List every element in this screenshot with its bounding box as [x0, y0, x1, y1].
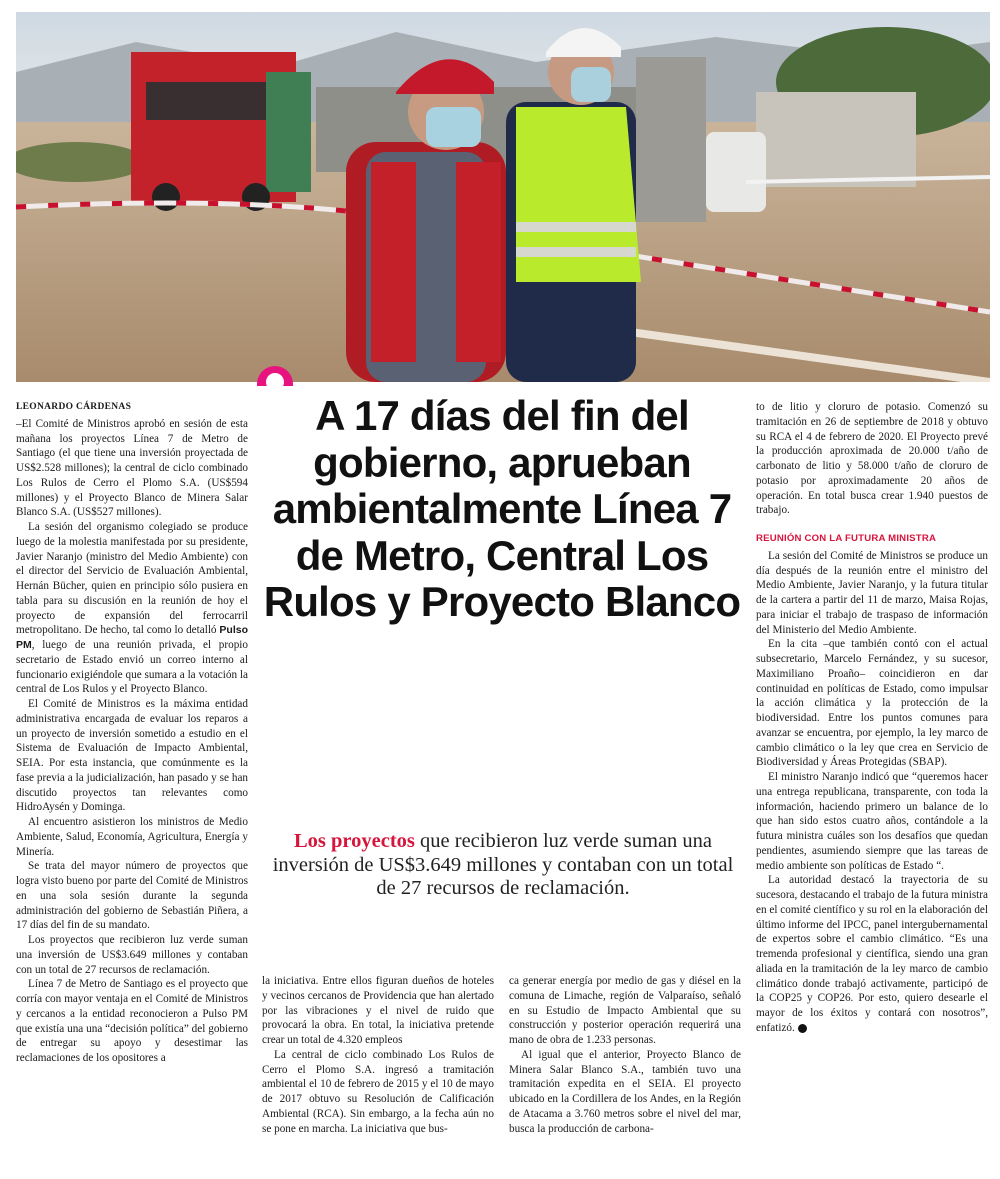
paragraph: El ministro Naranjo indicó que “queremos hacer una entrega republicana, transparente, con toda la información, haciendo primero un balance de lo que han sido estos cuatro años, contándole a la futura ministra cuáles son los desafíos que quedan pendientes, asumiendo siempre que las tareas de medio ambiente son políticas de Estado “.: [756, 771, 988, 872]
column-4: [756, 400, 988, 1036]
paragraph: –El Comité de Ministros aprobó en sesión de esta mañana los proyectos Línea 7 de Metro de Santiago (el que tiene una inversión proyectada de US$2.528 millones); la central de ciclo combinado Los Rulos de Cerro el Plomo S.A. (US$594 millones) y el Proyecto Blanco de Minera Salar Blanco S.A. (US$527 millones).: [16, 417, 248, 519]
paragraph: la iniciativa. Entre ellos figuran dueños de hoteles y vecinos cercanos de Providencia que han alertado por las vibraciones y el nivel de ruido que provocará la obra. En total, la iniciativa pretende crear un total de 4.320 empleos: [262, 975, 494, 1046]
column-2: [262, 974, 494, 1136]
paragraph: Al igual que el anterior, Proyecto Blanco de Minera Salar Blanco S.A., también tuvo una tramitación expedita en el SEIA. El proyecto ubicado en la Cordillera de los Andes, en la Región de Atacama a 3.760 metros sobre el nivel del mar, busca la producción de carbona-: [509, 1048, 741, 1135]
paragraph: Al encuentro asistieron los ministros de Medio Ambiente, Salud, Economía, Agricultura, Energía y Minería.: [16, 816, 248, 858]
paragraph: La sesión del organismo colegiado se produce luego de la molestia manifestada por su presidente, Javier Naranjo (ministro del Medio Ambiente) con el director del Servicio de Evaluación Ambiental, Hernán Bücher, quien en principio sólo pusiera en tabla para su discusión en la reunión de hoy el proyecto de expansión del ferrocarril metropolitano. De hecho, tal como lo detalló Pulso PM, luego de una reunión privada, el propio secretario de Estado envió un correo interno al funcionario exigiéndole que sumara a la votación la central de Los Rulos y el Proyecto Blanco.: [16, 521, 248, 696]
headline: A 17 días del fin del gobierno, aprueban ambientalmente Línea 7 de Metro, Central Los Rulos y Proyecto Blanco: [263, 392, 741, 625]
paragraph: La autoridad destacó la trayectoria de su sucesora, destacando el trabajo de la futura ministra en el comité científico y su rol en la elaboración del último informe del IPCC, panel intergubernamental de expertos sobre el cambio climático. “Es una tremenda profesional y científica, siendo una gran aliada en la tramitación de la ley marco de cambio climático donde trabajó activamente, participó de la COP25 y COP26. Por esto, quiero desearle el mayor de los éxitos y contará con nosotros”, enfatizó. P: [756, 874, 988, 1034]
paragraph: En la cita –que también contó con el actual subsecretario, Marcelo Fernández, y su sucesor, Maximiliano Proaño– coincidieron en dar continuidad en políticas de Estado, como impulsar la acción climática y la protección de la biodiversidad. Entre los puntos comunes para avanzar se encuentra, por ejemplo, la ley marco de cambio climático o la ley que crea en Servicio de Biodiversidad y Áreas Protegidas (SBAP).: [756, 638, 988, 769]
paragraph: ca generar energía por medio de gas y diésel en la comuna de Limache, región de Valparaíso, señaló en su Estudio de Impacto Ambiental que su construcción y posterior operación requerirá una mano de obra de 1.233 personas.: [509, 975, 741, 1046]
column-1: [16, 400, 248, 1066]
pull-quote-highlight: Los proyectos: [293, 830, 415, 852]
paragraph: El Comité de Ministros es la máxima entidad administrativa encargada de evaluar los reparos a un proyecto de inversión sometido a estudio en el Sistema de Evaluación de Impacto Ambiental, SEIA. Por esta instancia, que comúnmente es la fase previa a la judicialización, han pasado y se han discutido proyectos tan relevantes como HidroAysén y Dominga.: [16, 698, 248, 814]
paragraph: to de litio y cloruro de potasio. Comenzó su tramitación en 26 de septiembre de 2018 y obtuvo su RCA el 4 de febrero de 2020. El Proyecto prevé la producción aproximada de 20.000 t/año de carbonato de litio y 58.000 t/año de cloruro de potasio por aproximadamente 20 años de operación. En total busca crear 1.940 puestos de trabajo.: [756, 401, 988, 517]
hero-photo: [16, 12, 990, 382]
column-3: [509, 974, 741, 1136]
paragraph: La sesión del Comité de Ministros se produce un día después de la reunión entre el ministro del Medio Ambiente, Javier Naranjo, y la futura titular de la cartera a partir del 11 de marzo, Maisa Rojas, para iniciar el trabajo de traspaso de información del Ministerio del Medio Ambiente.: [756, 549, 988, 636]
pull-quote: [268, 830, 738, 901]
brand-mention: Pulso PM: [16, 624, 248, 651]
paragraph: Los proyectos que recibieron luz verde suman una inversión de US$3.649 millones y contaban con un total de 27 recursos de reclamación.: [16, 934, 248, 976]
paragraph: Línea 7 de Metro de Santiago es el proyecto que corría con mayor ventaja en el Comité de Ministros y cercanos a la entidad reconocieron a Pulso PM que existía una una “decisión política” del gobierno de entregar su apoyo y desestimar las reclamaciones de los opositores a: [16, 978, 248, 1064]
byline: LEONARDO CÁRDENAS: [16, 402, 132, 412]
paragraph: Se trata del mayor número de proyectos que logra visto bueno por parte del Comité de Ministros en una sola sesión durante la segunda administración del gobierno de Sebastián Piñera, a 17 días del fin de su mandato.: [16, 860, 248, 932]
subhead: REUNIÓN CON LA FUTURA MINISTRA: [756, 533, 937, 544]
pull-quote-text: que recibieron luz verde suman una inversión de US$3.649 millones y contaban con un total de 27 recursos de reclamación.: [272, 830, 734, 899]
end-mark-icon: P: [798, 1024, 807, 1033]
paragraph: La central de ciclo combinado Los Rulos de Cerro el Plomo S.A. ingresó a tramitación ambiental el 10 de febrero de 2015 y el 10 de mayo de 2017 obtuvo su Resolución de Calificación Ambiental (RCA). Sin embargo, a la fecha aún no se pone en marcha. La iniciativa que bus-: [262, 1048, 494, 1135]
